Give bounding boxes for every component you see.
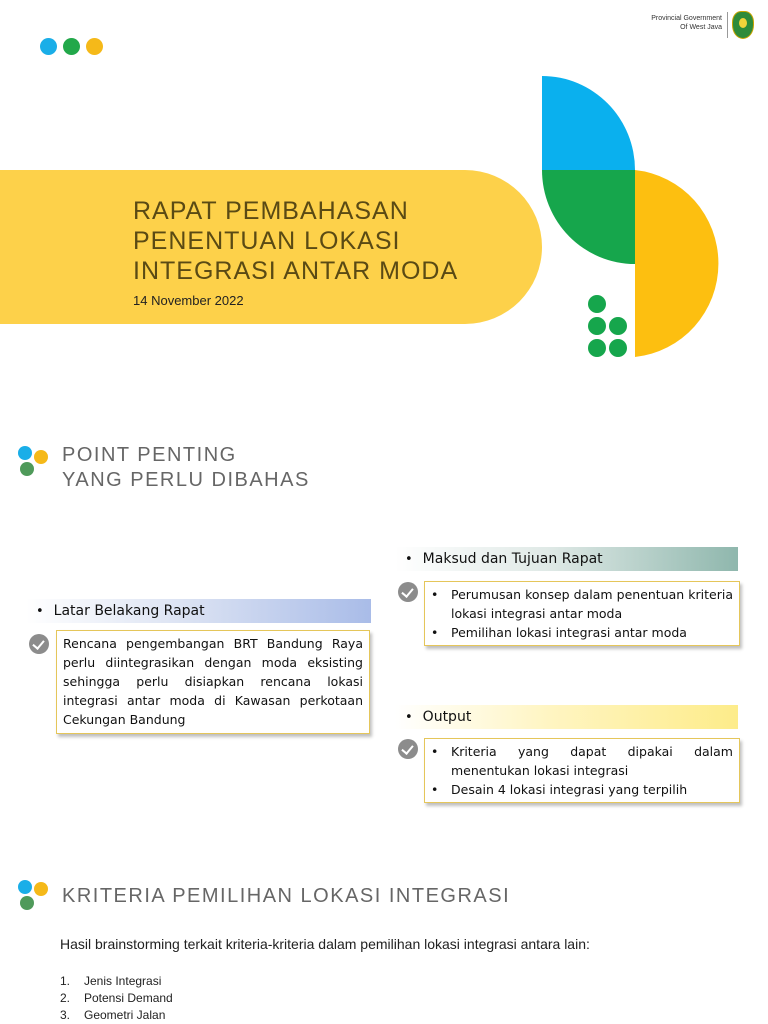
yellow-half-shape xyxy=(635,170,718,357)
item-number: 2. xyxy=(60,991,71,1005)
item-number: 3. xyxy=(60,1008,71,1022)
list-item: • Perumusan konsep dalam penentuan kriteria lokasi integrasi antar moda xyxy=(451,585,733,623)
meeting-date: 14 November 2022 xyxy=(133,293,244,308)
green-dot xyxy=(20,462,34,476)
title-line-1: RAPAT PEMBAHASAN xyxy=(133,197,409,225)
section1-icon xyxy=(18,446,52,480)
section1-title-line-2: YANG PERLU DIBAHAS xyxy=(62,469,310,491)
section1-title-line-1: POINT PENTING xyxy=(62,444,237,466)
green-dot-2 xyxy=(588,317,606,335)
title-line-3: INTEGRASI ANTAR MODA xyxy=(133,257,459,285)
gov-line-1: Provincial Government xyxy=(651,15,722,22)
latar-box xyxy=(56,630,370,734)
yellow-dot xyxy=(34,882,48,896)
latar-label: Latar Belakang Rapat xyxy=(53,603,205,619)
decorative-shapes xyxy=(530,70,740,370)
check-icon xyxy=(398,739,418,759)
output-list xyxy=(425,742,733,799)
section2-title: KRITERIA PEMILIHAN LOKASI INTEGRASI xyxy=(62,885,511,907)
output-label: Output xyxy=(422,709,472,725)
item-label: Potensi Demand xyxy=(84,991,173,1005)
list-item xyxy=(60,990,173,1007)
blue-dot xyxy=(18,880,32,894)
green-dot-3 xyxy=(609,317,627,335)
list-item: • Desain 4 lokasi integrasi yang terpilih xyxy=(451,780,733,799)
maksud-box xyxy=(424,581,740,646)
check-icon xyxy=(398,582,418,602)
output-header xyxy=(395,705,738,729)
bullet-icon: • xyxy=(405,552,413,567)
green-dot-5 xyxy=(609,339,627,357)
list-item: • Pemilihan lokasi integrasi antar moda xyxy=(451,623,733,642)
blue-dot xyxy=(40,38,57,55)
item-number: 1. xyxy=(60,974,71,988)
west-java-emblem-icon xyxy=(732,11,754,39)
green-quarter-shape xyxy=(542,170,635,264)
list-item xyxy=(60,973,173,990)
title-line-2: PENENTUAN LOKASI xyxy=(133,227,401,255)
item-label: Geometri Jalan xyxy=(84,1008,166,1022)
latar-text: Rencana pengembangan BRT Bandung Raya perlu diintegrasikan dengan moda eksisting sehingga perlu disiapkan rencana lokasi integrasi antar moda di Kawasan perkotaan Cekungan Bandung xyxy=(63,636,363,727)
list-item: • Kriteria yang dapat dipakai dalam menentukan lokasi integrasi xyxy=(451,742,733,780)
maksud-list xyxy=(425,585,733,642)
maksud-label: Maksud dan Tujuan Rapat xyxy=(422,551,603,567)
green-dot xyxy=(20,896,34,910)
page-title xyxy=(133,196,533,286)
item-label: Jenis Integrasi xyxy=(84,974,162,988)
gov-line-2: Of West Java xyxy=(680,24,722,31)
latar-header xyxy=(26,599,371,623)
criteria-intro: Hasil brainstorming terkait kriteria-kriteria dalam pemilihan lokasi integrasi antara lain: xyxy=(60,936,590,952)
header-dots xyxy=(40,38,110,56)
blue-dot xyxy=(18,446,32,460)
green-dot-1 xyxy=(588,295,606,313)
blue-quarter-shape xyxy=(542,76,635,170)
header-divider xyxy=(727,12,728,38)
government-label xyxy=(651,14,722,32)
bullet-icon: • xyxy=(36,604,44,619)
output-box xyxy=(424,738,740,803)
green-dot xyxy=(63,38,80,55)
green-dot-4 xyxy=(588,339,606,357)
bullet-icon: • xyxy=(405,710,413,725)
maksud-header xyxy=(395,547,738,571)
list-item xyxy=(60,1007,173,1024)
section1-title xyxy=(62,443,310,493)
check-icon xyxy=(29,634,49,654)
section2-icon xyxy=(18,880,52,914)
yellow-dot xyxy=(86,38,103,55)
yellow-dot xyxy=(34,450,48,464)
criteria-list xyxy=(60,973,173,1024)
